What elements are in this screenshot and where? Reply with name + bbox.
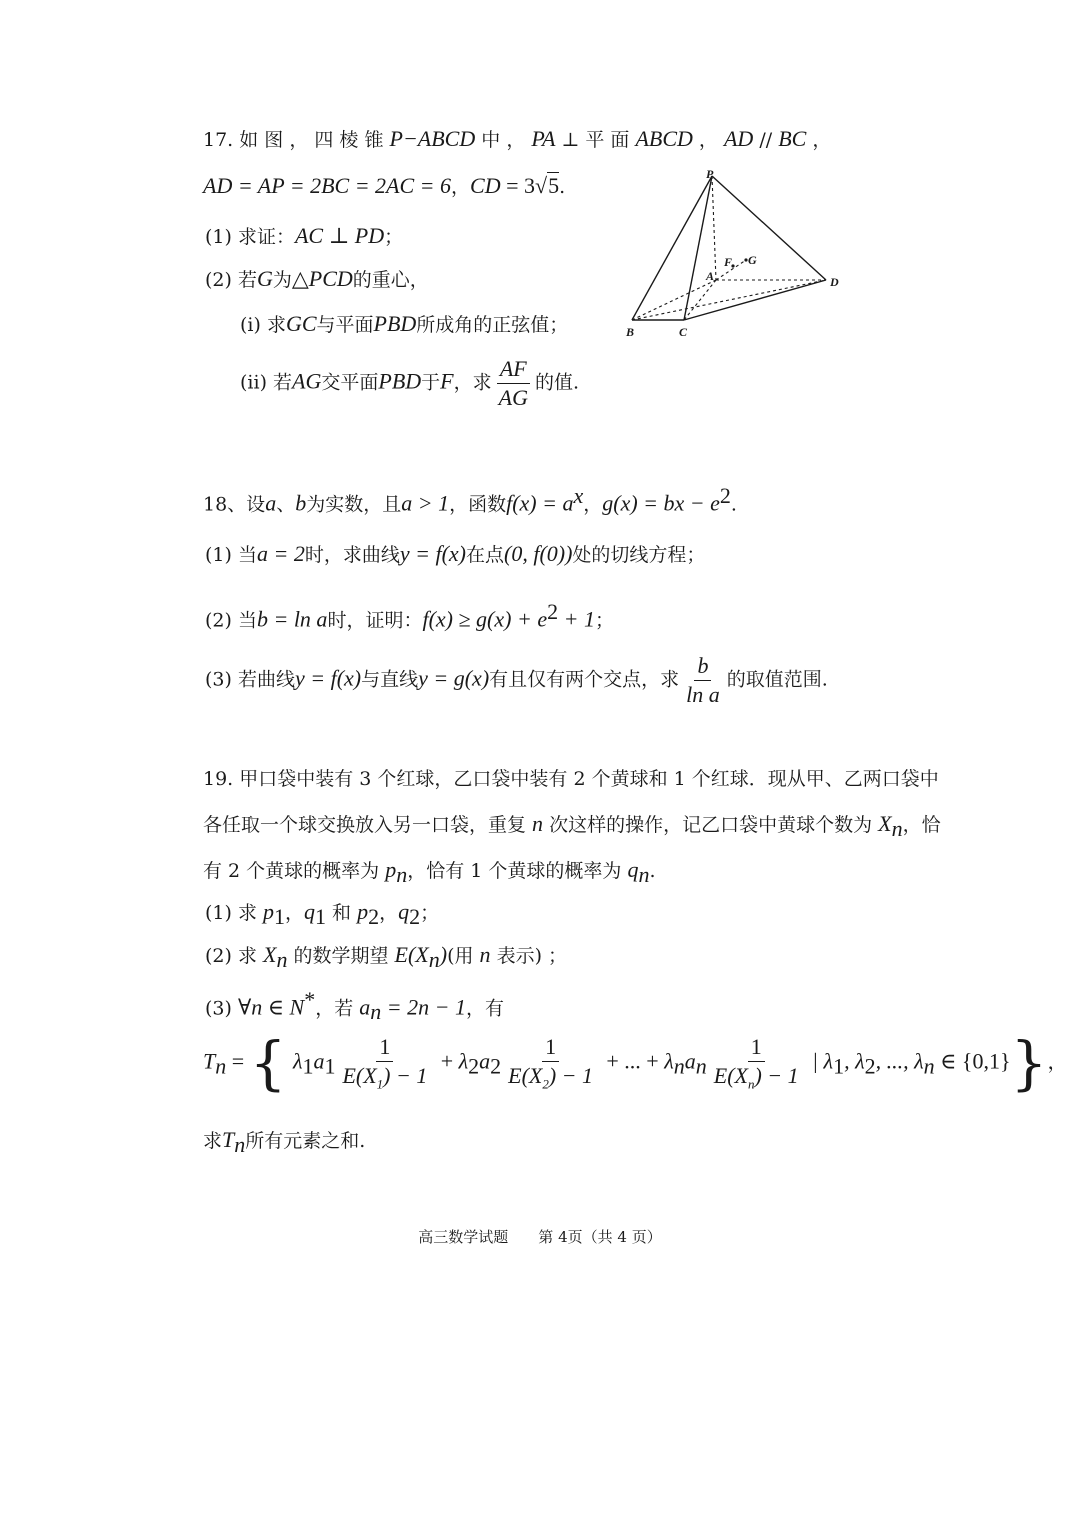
q19-math: n — [234, 1131, 246, 1157]
q17-text: ； — [384, 226, 404, 248]
q17-text: (ii) 若 — [240, 371, 293, 394]
formula-math: T — [203, 1048, 216, 1074]
q18-text: 为实数，且 — [306, 493, 402, 516]
q19-text: ，有 — [465, 997, 504, 1020]
fraction-b-ln-a — [683, 654, 723, 707]
q19-text: (用 — [447, 945, 480, 967]
q18-text: 处的切线方程； — [572, 544, 706, 566]
q17-line-2 — [203, 173, 565, 199]
q18-part-2 — [205, 599, 614, 633]
q17-line-1 — [203, 126, 831, 152]
formula-math: a — [479, 1048, 491, 1074]
q18-math: b — [295, 490, 307, 516]
formula-math: = — [226, 1048, 250, 1074]
q17-text: 与平面 — [316, 314, 374, 336]
label-p: P — [706, 168, 714, 181]
q17-text: 于 — [421, 371, 441, 394]
formula-math: ) − 1 — [548, 1062, 594, 1088]
formula-math: λ — [664, 1048, 674, 1074]
q17-math: PBD — [373, 311, 417, 336]
sqrt-radicand: 5 — [548, 173, 560, 198]
fraction-term-2 — [505, 1035, 596, 1092]
q19-math: n — [276, 946, 288, 972]
fraction-term-1 — [339, 1035, 430, 1092]
q18-text: 有且仅有两个交点，求 — [489, 668, 680, 691]
formula-math: 2 — [864, 1053, 876, 1079]
q18-math: g(x) = bx − e — [602, 490, 720, 516]
q19-math: n — [532, 811, 544, 836]
fraction-numerator: 1 — [376, 1035, 393, 1062]
fraction-numerator: 1 — [542, 1035, 559, 1062]
q17-math: △PCD — [291, 266, 353, 291]
fraction-denominator — [711, 1062, 802, 1092]
q17-math: = 3 — [500, 173, 536, 198]
q18-text: . — [730, 493, 737, 516]
formula-math: n — [215, 1053, 227, 1079]
q18-text: (1) 当 — [205, 544, 257, 566]
fraction-af-ag — [496, 357, 531, 410]
q17-text: 的值. — [534, 371, 579, 394]
q19-text: ，若 — [315, 997, 360, 1020]
edge-cd — [684, 280, 826, 320]
q19-math: 1 — [315, 903, 327, 929]
q17-text: ⊥ 平 面 — [555, 129, 636, 151]
formula-math: λ — [458, 1048, 469, 1074]
q18-part-1 — [205, 541, 705, 567]
formula-math: 1 — [833, 1053, 845, 1079]
q19-math: n — [638, 861, 650, 887]
fraction-numerator: AF — [497, 357, 530, 384]
left-brace: { — [249, 1029, 287, 1097]
q19-math: q — [304, 899, 316, 924]
q18-text: 时，证明： — [327, 609, 423, 632]
q19-line-2 — [203, 811, 941, 842]
formula-math: 2 — [542, 1076, 549, 1092]
q18-math: a — [265, 490, 277, 516]
q18-math: y = f(x) — [399, 541, 466, 566]
edge-pa — [712, 176, 716, 280]
formula-math: , ..., λ — [875, 1048, 924, 1074]
fraction-numerator: b — [694, 654, 711, 681]
q18-math: (0, f(0)) — [504, 541, 573, 566]
formula-math: 1 — [324, 1053, 336, 1079]
q19-math: X — [263, 942, 277, 967]
q19-text: 和 — [326, 902, 358, 924]
q19-math: n — [891, 815, 903, 841]
q19-text: ，恰 — [902, 814, 941, 836]
q19-math: ∀n ∈ N — [237, 994, 305, 1020]
edge-bd — [632, 280, 826, 320]
q19-text: 19. 甲口袋中装有 3 个红球，乙口袋中装有 2 个黄球和 1 个红球．现从甲、乙两口袋中 — [203, 768, 939, 790]
q18-math: f(x) = a — [506, 490, 574, 516]
fraction-numerator: 1 — [748, 1035, 765, 1062]
q19-line-1 — [203, 768, 939, 791]
label-f: F — [724, 255, 733, 269]
q17-text: (1) 求证： — [205, 226, 295, 248]
q17-text: ，求 — [453, 371, 492, 394]
q18-line-1 — [203, 483, 737, 517]
formula-math: E(X — [713, 1062, 748, 1088]
formula-math: a — [684, 1048, 696, 1074]
formula-math: + ... + — [606, 1048, 665, 1074]
q17-part-2ii — [240, 357, 579, 410]
q17-math: G — [256, 266, 273, 291]
q19-text: ， — [285, 902, 305, 924]
q17-math: ABCD — [635, 126, 693, 151]
q17-text: ， — [692, 129, 724, 151]
q17-text: (i) 求 — [240, 314, 286, 336]
formula-math: E(X — [508, 1062, 543, 1088]
q17-text: ， — [806, 129, 832, 151]
q19-math: 2 — [409, 903, 421, 929]
q19-text: ，恰有 1 个黄球的概率为 — [407, 860, 628, 882]
q19-text: (2) 求 — [205, 945, 263, 967]
q19-math: 1 — [274, 903, 285, 929]
edge-pc — [684, 176, 715, 320]
edge-pb — [632, 176, 715, 320]
q17-math: AC ⊥ PD — [294, 223, 385, 248]
formula-math: λ — [292, 1048, 303, 1074]
q17-part-1 — [205, 223, 403, 249]
q19-text: ， — [1047, 1049, 1068, 1074]
q18-text: 与直线 — [361, 668, 419, 691]
label-b: B — [626, 325, 635, 339]
label-a: A — [706, 269, 715, 283]
q17-text: (2) 若 — [205, 269, 257, 291]
q19-text: 表示) ； — [490, 945, 568, 967]
q19-text: 各任取一个球交换放入另一口袋，重复 — [203, 814, 533, 836]
q17-math: PBD — [378, 368, 422, 394]
q19-math: T — [222, 1127, 235, 1152]
fraction-denominator — [339, 1062, 430, 1092]
q19-text: (1) 求 — [205, 902, 263, 924]
q19-text: ， — [379, 902, 399, 924]
formula-math: , λ — [844, 1048, 865, 1074]
q19-part-3 — [205, 987, 504, 1026]
q19-line-final — [203, 1127, 365, 1158]
q18-math: a = 2 — [256, 541, 305, 566]
q17-math: F — [440, 368, 454, 394]
q17-math: P−ABCD — [389, 126, 476, 151]
q17-part-2i — [240, 311, 568, 337]
q19-math: q — [627, 857, 639, 882]
q19-math: n — [396, 861, 408, 887]
q19-math: q — [398, 899, 410, 924]
formula-math: 2 — [490, 1053, 502, 1079]
q17-text: 中 ， — [475, 129, 532, 151]
q17-math: CD — [470, 173, 501, 198]
q17-part-2 — [205, 266, 429, 292]
q17-math: BC — [778, 126, 807, 151]
q19-math: 2 — [368, 903, 380, 929]
fraction-denominator: ln a — [686, 682, 720, 708]
q17-text: 的重心， — [352, 269, 429, 291]
q18-math: y = f(x) — [294, 665, 362, 691]
q19-text: 求 — [203, 1130, 223, 1152]
tn-set-formula — [203, 1029, 1068, 1097]
formula-math: + — [440, 1048, 459, 1074]
q18-text: 时，求曲线 — [304, 544, 400, 566]
formula-math: E(X — [342, 1062, 377, 1088]
formula-math: n — [923, 1053, 935, 1079]
q17-text: . — [559, 176, 566, 198]
pyramid-figure — [620, 168, 850, 348]
q19-math: = 2n − 1 — [381, 994, 466, 1020]
q17-text: 所成角的正弦值； — [416, 314, 569, 336]
q19-math: n — [370, 999, 382, 1025]
q19-part-1 — [205, 899, 439, 930]
q18-math: x — [573, 483, 584, 508]
q18-part-3 — [205, 654, 828, 707]
q19-math: * — [304, 987, 316, 1012]
q17-text: 交平面 — [321, 371, 379, 394]
q18-math: 2 — [719, 483, 731, 508]
q18-math: f(x) ≥ g(x) + e — [422, 606, 548, 632]
q19-math: p — [263, 899, 274, 924]
q18-text: 、 — [276, 493, 296, 516]
q17-text: 为 — [272, 269, 292, 291]
formula-math: ) − 1 — [754, 1062, 799, 1088]
q17-text: // — [753, 129, 779, 151]
formula-math: 1 — [302, 1053, 314, 1079]
page-footer: 高三数学试题 第 4页（共 4 页） — [418, 1228, 662, 1246]
q19-math: E(X — [394, 942, 429, 967]
label-c: C — [679, 325, 688, 339]
formula-math: ∈ {0,1} — [934, 1048, 1011, 1074]
edge-ac — [684, 280, 716, 320]
q18-text: ， — [583, 493, 603, 516]
q19-math: X — [878, 811, 892, 836]
fraction-denominator — [505, 1062, 596, 1092]
q18-math: 2 — [547, 599, 559, 624]
q17-math: AD = AP = 2BC = 2AC = 6 — [203, 173, 452, 198]
q18-math: a > 1 — [401, 490, 450, 516]
fraction-term-n — [711, 1035, 802, 1092]
q19-text: . — [649, 860, 656, 882]
q18-text: 在点 — [465, 544, 504, 566]
q19-text: ； — [420, 902, 440, 924]
q19-line-3 — [203, 857, 655, 888]
q18-math: + 1 — [558, 606, 595, 632]
q18-text: (3) 若曲线 — [205, 668, 295, 691]
q19-math: p — [357, 899, 369, 924]
q19-math: ) — [439, 942, 448, 967]
q17-math: AG — [292, 368, 322, 394]
q19-text: 的数学期望 — [287, 945, 395, 967]
q18-math: b = ln a — [256, 606, 328, 632]
formula-math: n — [695, 1053, 707, 1079]
label-d: D — [830, 275, 839, 289]
q19-math: p — [385, 857, 397, 882]
q19-math: n — [479, 942, 491, 967]
q19-text: (3) — [205, 997, 238, 1020]
q19-text: 所有元素之和. — [245, 1130, 366, 1152]
formula-math: n — [673, 1053, 685, 1079]
q18-text: (2) 当 — [205, 609, 257, 632]
q17-math: AD — [723, 126, 754, 151]
q19-math: n — [428, 946, 440, 972]
q19-part-2 — [205, 942, 567, 973]
formula-math: 1 — [376, 1076, 384, 1092]
q18-math: y = g(x) — [418, 665, 490, 691]
label-g: G — [748, 253, 757, 267]
q18-text: ，函数 — [449, 493, 507, 516]
formula-math: a — [313, 1048, 325, 1074]
formula-math: 2 — [468, 1053, 480, 1079]
q17-text: ， — [451, 176, 471, 198]
q18-text: ； — [594, 609, 614, 632]
sqrt-sign: √ — [535, 173, 548, 198]
q18-text: 18、设 — [203, 493, 266, 516]
formula-math: ) − 1 — [383, 1062, 428, 1088]
q19-text: 有 2 个黄球的概率为 — [203, 860, 386, 882]
q19-text: 次这样的操作，记乙口袋中黄球个数为 — [543, 814, 879, 836]
q17-math: GC — [285, 311, 317, 336]
q19-math: a — [359, 994, 371, 1020]
q17-math: PA — [531, 126, 556, 151]
q17-text: 17. 如 图 ， 四 棱 锥 — [203, 129, 390, 151]
fraction-denominator: AG — [498, 385, 528, 411]
formula-math: | λ — [811, 1048, 834, 1074]
formula-math: n — [747, 1076, 755, 1092]
q18-text: 的取值范围. — [726, 668, 828, 691]
right-brace: } — [1010, 1029, 1048, 1097]
